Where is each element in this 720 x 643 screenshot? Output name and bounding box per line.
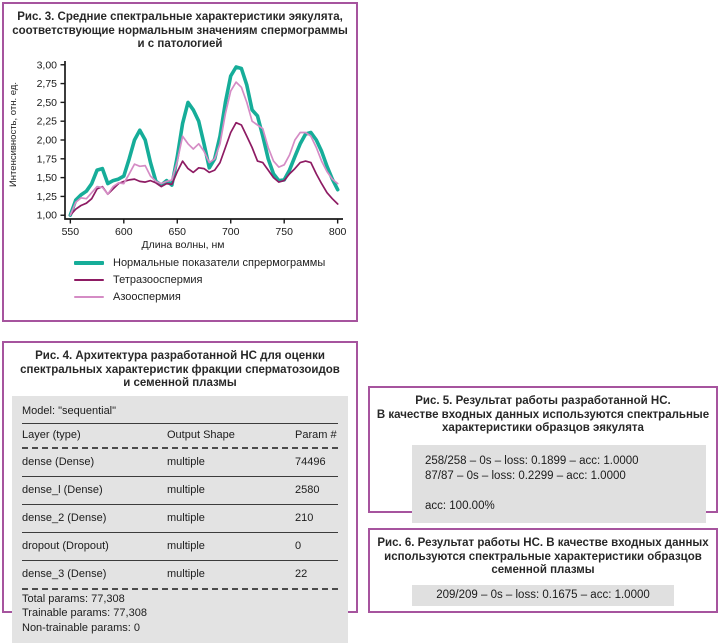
- spectra-chart: [19, 55, 351, 241]
- divider: [22, 532, 338, 533]
- chart-legend: [74, 255, 356, 306]
- spectra-chart-area: [6, 55, 356, 241]
- caption-line: Рис. 4. Архитектура разработанной НС для оценки: [4, 350, 356, 364]
- divider-dashed: [22, 447, 338, 449]
- svg-text:750: 750: [275, 226, 293, 238]
- output-line: 258/258 – 0s – loss: 0.1899 – acc: 1.0000: [425, 454, 693, 469]
- training-output-box: [412, 445, 706, 523]
- output-line: [425, 484, 693, 499]
- totals-block: [22, 592, 338, 636]
- svg-text:1,50: 1,50: [37, 172, 58, 184]
- output-line: 87/87 – 0s – loss: 0.2299 – acc: 1.0000: [425, 469, 693, 484]
- legend-item-normal: [74, 255, 356, 272]
- svg-text:700: 700: [222, 226, 240, 238]
- svg-text:1,75: 1,75: [37, 153, 58, 165]
- figure6-panel: [368, 528, 718, 613]
- non-trainable-params: Non-trainable params: 0: [22, 621, 338, 636]
- table-row: [22, 535, 338, 558]
- table-row: [22, 451, 338, 474]
- legend-label: Нормальные показатели спрермограммы: [113, 257, 325, 269]
- caption-line: спектральных характеристик фракции сперматозоидов: [4, 364, 356, 378]
- figure3-caption: [4, 11, 356, 52]
- cell-layer: dense_l (Dense): [22, 484, 167, 496]
- legend-swatch-teal-line: [74, 261, 104, 265]
- cell-layer: dense_2 (Dense): [22, 512, 167, 524]
- caption-line: соответствующие нормальным значениям спермограммы: [4, 25, 356, 39]
- accuracy-line: acc: 100.00%: [425, 499, 693, 514]
- caption-line: семенной плазмы: [370, 564, 716, 578]
- caption-line: Рис. 6. Результат работы НС. В качестве входных данных: [370, 537, 716, 551]
- column-header-param: Param #: [295, 429, 338, 441]
- cell-param: 210: [295, 512, 338, 524]
- svg-text:1,00: 1,00: [37, 209, 58, 221]
- figure4-panel: [2, 341, 358, 613]
- cell-param: 2580: [295, 484, 338, 496]
- column-header-layer: Layer (type): [22, 429, 167, 441]
- caption-line: Рис. 3. Средние спектральные характеристики эякулята,: [4, 11, 356, 25]
- cell-output-shape: multiple: [167, 540, 295, 552]
- divider: [22, 560, 338, 561]
- caption-line: и с патологией: [4, 38, 356, 52]
- training-output-strip: 209/209 – 0s – loss: 0.1675 – acc: 1.0000: [412, 585, 674, 606]
- caption-line: Рис. 5. Результат работы разработанной НС.: [370, 395, 716, 409]
- figure3-panel: [2, 2, 358, 322]
- legend-swatch-purple-line: [74, 279, 104, 281]
- cell-output-shape: multiple: [167, 568, 295, 580]
- cell-param: 0: [295, 540, 338, 552]
- caption-line: характеристики образцов эякулята: [370, 422, 716, 436]
- svg-text:650: 650: [169, 226, 187, 238]
- cell-param: 22: [295, 568, 338, 580]
- legend-label: Азооспермия: [113, 291, 181, 303]
- table-header-row: [22, 426, 338, 445]
- svg-text:550: 550: [62, 226, 80, 238]
- cell-layer: dropout (Dropout): [22, 540, 167, 552]
- legend-label: Тетразооспермия: [113, 274, 203, 286]
- cell-output-shape: multiple: [167, 456, 295, 468]
- divider-dashed: [22, 588, 338, 590]
- legend-item-tetrazoospermia: [74, 272, 356, 289]
- figure6-caption: [370, 537, 716, 578]
- x-axis-label: Длина волны, нм: [18, 239, 348, 251]
- caption-line: используются спектральные характеристики образцов: [370, 551, 716, 565]
- legend-swatch-pink-line: [74, 296, 104, 298]
- caption-line: В качестве входных данных используются спектральные: [370, 409, 716, 423]
- table-row: [22, 479, 338, 502]
- cell-output-shape: multiple: [167, 484, 295, 496]
- svg-text:3,00: 3,00: [37, 59, 58, 71]
- svg-text:800: 800: [329, 226, 347, 238]
- cell-output-shape: multiple: [167, 512, 295, 524]
- table-row: [22, 563, 338, 586]
- cell-layer: dense_3 (Dense): [22, 568, 167, 580]
- trainable-params: Trainable params: 77,308: [22, 606, 338, 621]
- svg-text:2,50: 2,50: [37, 96, 58, 108]
- divider: [22, 423, 338, 424]
- svg-text:2,75: 2,75: [37, 78, 58, 90]
- figure5-caption: [370, 395, 716, 436]
- caption-line: и семенной плазмы: [4, 377, 356, 391]
- divider: [22, 504, 338, 505]
- svg-text:600: 600: [115, 226, 133, 238]
- table-row: [22, 507, 338, 530]
- model-name-line: Model: "sequential": [22, 403, 338, 421]
- cell-param: 74496: [295, 456, 338, 468]
- model-summary-panel: [12, 396, 348, 643]
- figure4-caption: [4, 350, 356, 391]
- figure5-panel: [368, 386, 718, 513]
- total-params: Total params: 77,308: [22, 592, 338, 607]
- svg-text:2,00: 2,00: [37, 134, 58, 146]
- svg-text:1,25: 1,25: [37, 190, 58, 202]
- cell-layer: dense (Dense): [22, 456, 167, 468]
- svg-text:2,25: 2,25: [37, 115, 58, 127]
- legend-item-azoospermia: [74, 289, 356, 306]
- divider: [22, 476, 338, 477]
- y-axis-label: Интенсивность, отн. ед.: [8, 82, 19, 187]
- column-header-output-shape: Output Shape: [167, 429, 295, 441]
